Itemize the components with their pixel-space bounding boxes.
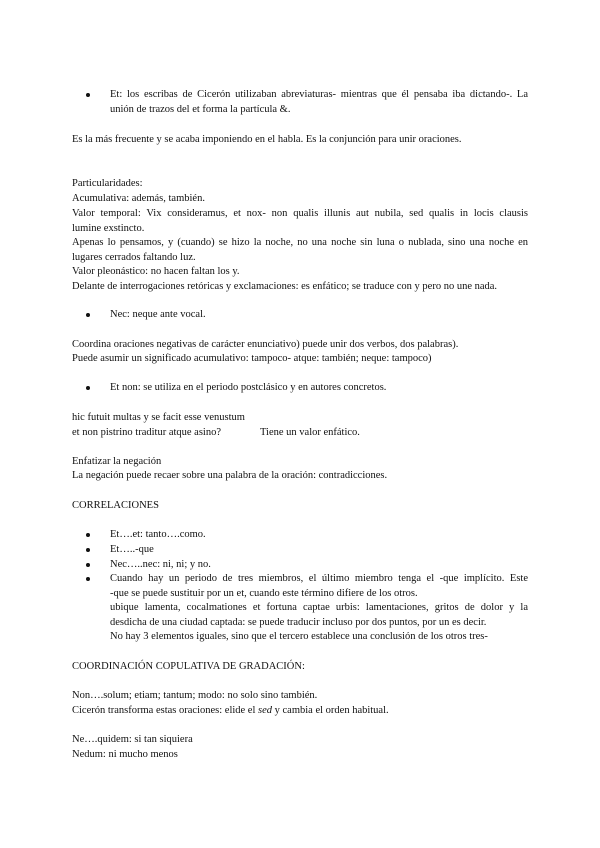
bullet-dot: [86, 93, 90, 97]
frequent-paragraph: Es la más frecuente y se acaba imponiendo en el habla. Es la conjunción para unir oraciones.: [72, 134, 462, 145]
particularidades-line-6: Valor pleonástico: no hacen faltan los y.: [72, 266, 240, 277]
gradacion-line-2: [72, 703, 528, 718]
particularidades-line-4: Apenas lo pensamos, y (cuando) se hizo la noche, no una noche sin luna o nublada, sino una noche en: [72, 237, 528, 248]
particularidades-line-1: Acumulativa: además, también.: [72, 193, 205, 204]
nedum-line: Nedum: ni mucho menos: [72, 749, 178, 760]
particularidades-heading: Particularidades:: [72, 178, 143, 189]
particularidades-line-2: Valor temporal: Vix consideramus, et nox- non qualis illunis aut nubila, sed qualis in locis clausis: [72, 208, 528, 219]
correlaciones-heading: CORRELACIONES: [72, 500, 159, 511]
particularidades-line-7: Delante de interrogaciones retóricas y exclamaciones: es enfático; se traduce con y pero no une nada.: [72, 281, 498, 292]
particularidades-line-5: lugares cerrados faltando luz.: [72, 252, 196, 263]
et-bullet-line-2: unión de trazos del et forma la partícula &.: [110, 104, 291, 115]
enfatizar-heading: Enfatizar la negación: [72, 456, 162, 467]
coordina-line-1: Coordina oraciones negativas de carácter enunciativo) puede unir dos verbos, dos palabras).: [72, 339, 459, 350]
correlacion-item: Cuando hay un periodo de tres miembros, el último miembro tenga el -que implícito. Este: [110, 573, 528, 584]
enfatizar-line-1: La negación puede recaer sobre una palabra de la oración: contradicciones.: [72, 470, 388, 481]
nec-bullet: Nec: neque ante vocal.: [110, 309, 206, 320]
example-note: Tiene un valor enfático.: [260, 427, 360, 438]
correlacion-continuation: desdicha de una ciudad captada: se puede traducir incluso por dos puntos, por un es decir.: [110, 617, 487, 628]
example-line-1: hic futuit multas y se facit esse venustum: [72, 412, 245, 423]
bullet-dot: [86, 386, 90, 390]
correlacion-item: Nec…..nec: ni, ni; y no.: [110, 559, 211, 570]
particularidades-line-3: lumine exstincto.: [72, 223, 145, 234]
gradacion-heading: COORDINACIÓN COPULATIVA DE GRADACIÓN:: [72, 661, 305, 672]
example-line-2: et non pistrino traditur atque asino?: [72, 427, 222, 438]
gradacion-line-1: Non….solum; etiam; tantum; modo: no solo sino también.: [72, 690, 318, 701]
et-bullet-line-1: Et: los escribas de Cicerón utilizaban abreviaturas- mientras que él pensaba iba dictando-. La: [110, 89, 528, 100]
bullet-dot: [86, 563, 90, 567]
correlacion-item: Et…..-que: [110, 544, 154, 555]
correlacion-item: Et….et: tanto….como.: [110, 529, 206, 540]
bullet-dot: [86, 548, 90, 552]
correlacion-continuation: ubique lamenta, cocalmationes et fortuna captae urbis: lamentaciones, gritos de dolor y la: [110, 602, 528, 613]
sed-word: sed: [258, 705, 273, 716]
et-non-bullet: Et non: se utiliza en el periodo postclásico y en autores concretos.: [110, 382, 387, 393]
ne-quidem-line: Ne….quidem: si tan siquiera: [72, 734, 193, 745]
bullet-dot: [86, 533, 90, 537]
coordina-line-2: Puede asumir un significado acumulativo: tampoco- atque: también; neque: tampoco): [72, 353, 432, 364]
correlacion-continuation: -que se puede sustituir por un et, cuando este término difiere de los otros.: [110, 588, 418, 599]
correlacion-continuation: No hay 3 elementos iguales, sino que el tercero establece una conclusión de los otros tres-: [110, 631, 488, 642]
bullet-dot: [86, 577, 90, 581]
gradacion-line-2-start: Cicerón transforma estas oraciones: elide el: [72, 705, 256, 716]
gradacion-line-2-end: y cambia el orden habitual.: [274, 705, 389, 716]
bullet-dot: [86, 313, 90, 317]
